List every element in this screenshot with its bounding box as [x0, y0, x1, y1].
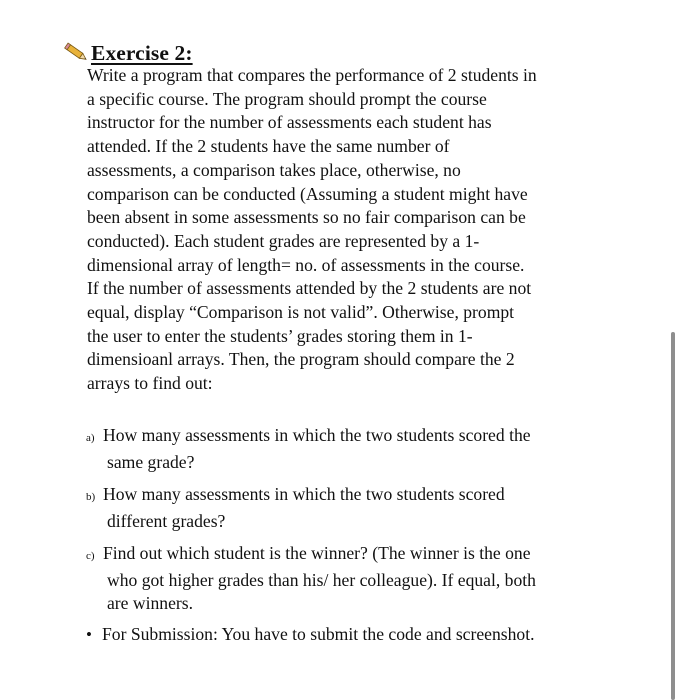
- item-text: are winners.: [107, 593, 193, 614]
- item-text: How many assessments in which the two students scored the: [103, 425, 531, 445]
- item-text: who got higher grades than his/ her colleague). If equal, both: [107, 569, 536, 590]
- item-text: Find out which student is the winner? (The winner is the one: [103, 543, 531, 563]
- exercise-heading: [64, 36, 193, 66]
- description-line: dimensioanl arrays. Then, the program should compare the 2: [87, 349, 515, 370]
- description-line: equal, display “Comparison is not valid”. Otherwise, prompt: [87, 302, 515, 323]
- list-item-c: [86, 542, 626, 616]
- description-line: the user to enter the students’ grades storing them in 1-: [87, 325, 473, 346]
- list-item-a: [86, 424, 626, 474]
- description-line: conducted). Each student grades are represented by a 1-: [87, 230, 480, 251]
- submission-text: For Submission: You have to submit the code and screenshot.: [102, 624, 535, 644]
- description-line: been absent in some assessments so no fair comparison can be: [87, 207, 526, 228]
- item-marker: b): [86, 491, 96, 503]
- bullet-icon: •: [86, 625, 92, 644]
- vertical-scrollbar[interactable]: [671, 332, 675, 700]
- item-text: same grade?: [107, 451, 195, 472]
- description-line: If the number of assessments attended by the 2 students are not: [87, 278, 532, 299]
- description-line: attended. If the 2 students have the same number of: [87, 136, 450, 157]
- item-text: different grades?: [107, 510, 226, 531]
- item-marker: a): [86, 432, 95, 444]
- list-item-b: [86, 483, 626, 533]
- exercise-title: Exercise 2:: [91, 41, 193, 65]
- description-line: Write a program that compares the performance of 2 students in: [87, 65, 537, 85]
- submission-note: [86, 623, 535, 647]
- pencil-icon: [64, 42, 90, 64]
- description-line: assessments, a comparison takes place, otherwise, no: [87, 159, 461, 180]
- description-line: a specific course. The program should prompt the course: [87, 88, 487, 109]
- description-line: instructor for the number of assessments each student has: [87, 112, 492, 133]
- description-line: arrays to find out:: [87, 373, 213, 394]
- description-line: comparison can be conducted (Assuming a student might have: [87, 183, 528, 204]
- item-text: How many assessments in which the two students scored: [103, 484, 505, 504]
- exercise-description: [87, 64, 627, 396]
- item-marker: c): [86, 550, 95, 562]
- description-line: dimensional array of length= no. of assessments in the course.: [87, 254, 525, 275]
